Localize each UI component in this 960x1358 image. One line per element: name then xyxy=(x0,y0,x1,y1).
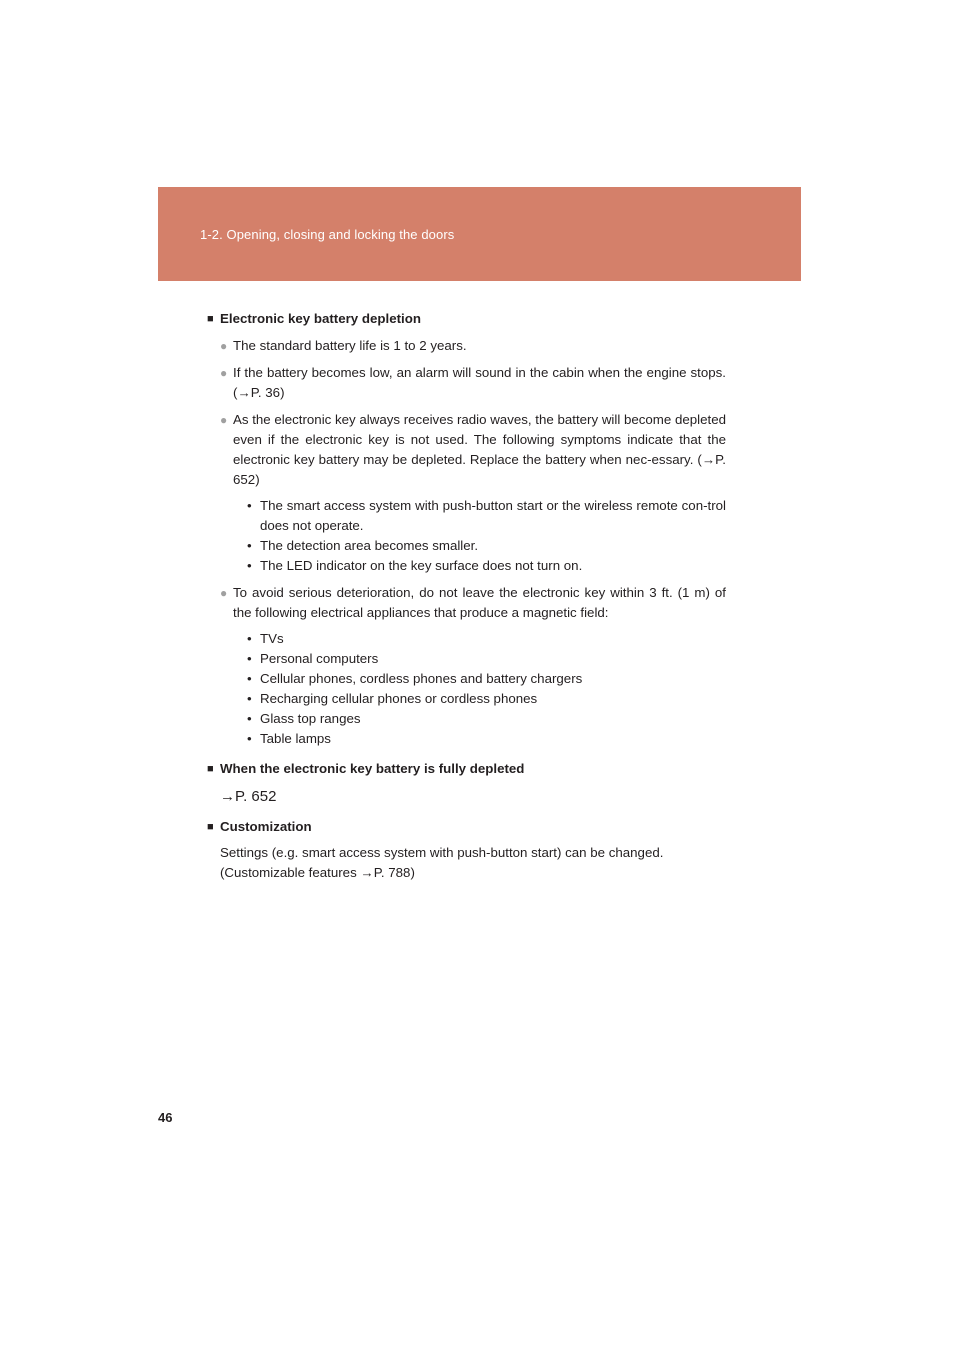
bullet-text-end: ) xyxy=(280,385,285,400)
sub-bullet-icon: • xyxy=(247,671,252,686)
list-item-text: The LED indicator on the key surface does not turn on. xyxy=(260,558,583,573)
list-item-text: Cellular phones, cordless phones and battery chargers xyxy=(260,671,583,686)
symptoms-list xyxy=(207,496,726,576)
list-item-text: Recharging cellular phones or cordless phones xyxy=(260,691,538,706)
list-item xyxy=(247,496,726,536)
list-item xyxy=(247,556,726,576)
bullet-dot-icon: ● xyxy=(220,413,228,427)
heading-customization xyxy=(207,817,726,837)
page-reference: →P. 652 xyxy=(220,788,277,805)
bullet-dot-icon: ● xyxy=(220,366,228,380)
sub-bullet-icon: • xyxy=(247,731,252,746)
heading-text: Customization xyxy=(220,819,312,834)
list-item xyxy=(247,649,726,669)
fully-depleted-reference xyxy=(207,787,726,807)
list-item xyxy=(247,669,726,689)
customization-line-1: Settings (e.g. smart access system with push-button start) can be changed. xyxy=(220,845,664,860)
bullet-text: If the battery becomes low, an alarm will sound in the cabin when the engine stops. ( xyxy=(233,365,726,400)
list-item-text: Glass top ranges xyxy=(260,711,361,726)
list-item-text: The smart access system with push-button start or the wireless remote con-trol does not operate. xyxy=(260,498,726,533)
list-item-text: TVs xyxy=(260,631,284,646)
list-item xyxy=(247,536,726,556)
heading-battery-depletion xyxy=(207,309,726,329)
section-header-bar xyxy=(158,187,801,281)
sub-bullet-icon: • xyxy=(247,538,252,553)
list-item-text: The detection area becomes smaller. xyxy=(260,538,479,553)
sub-bullet-icon: • xyxy=(247,711,252,726)
list-item-text: Personal computers xyxy=(260,651,379,666)
line-text: (Customizable features xyxy=(220,865,361,880)
heading-text: Electronic key battery depletion xyxy=(220,311,421,326)
page-reference: →P. 36 xyxy=(237,385,281,400)
square-marker-icon: ■ xyxy=(207,763,214,775)
list-item xyxy=(247,709,726,729)
bullet-dot-icon: ● xyxy=(220,339,228,353)
heading-fully-depleted xyxy=(207,759,726,779)
bullet-text-end: ) xyxy=(255,472,260,487)
list-item xyxy=(247,629,726,649)
square-marker-icon: ■ xyxy=(207,821,214,833)
appliances-list xyxy=(207,629,726,749)
bullet-battery-life xyxy=(207,336,726,356)
list-item-text: Table lamps xyxy=(260,731,331,746)
bullet-dot-icon: ● xyxy=(220,586,228,600)
page-content xyxy=(207,309,726,883)
sub-bullet-icon: • xyxy=(247,651,252,666)
bullet-text: As the electronic key always receives radio waves, the battery will become depleted even if the electronic key is not used. The following symptoms indicate that the electronic key battery may be depleted. Replace the battery when nec-essary. ( xyxy=(233,412,726,467)
page-reference: →P. 788 xyxy=(360,865,411,880)
page-reference: →P. 652 xyxy=(233,452,726,487)
page-number: 46 xyxy=(158,1110,173,1125)
bullet-low-battery-alarm xyxy=(207,363,726,403)
bullet-text: The standard battery life is 1 to 2 years. xyxy=(233,338,467,353)
bullet-magnetic-field xyxy=(207,583,726,623)
customization-line-2 xyxy=(220,863,726,883)
sub-bullet-icon: • xyxy=(247,498,252,513)
customization-text xyxy=(207,843,726,883)
bullet-text: To avoid serious deterioration, do not leave the electronic key within 3 ft. (1 m) of the following electrical appliances that produce a magnetic field: xyxy=(233,585,726,620)
sub-bullet-icon: • xyxy=(247,631,252,646)
list-item xyxy=(247,729,726,749)
line-text-end: ) xyxy=(410,865,415,880)
sub-bullet-icon: • xyxy=(247,558,252,573)
heading-text: When the electronic key battery is fully depleted xyxy=(220,761,525,776)
bullet-radio-waves xyxy=(207,410,726,490)
list-item xyxy=(247,689,726,709)
sub-bullet-icon: • xyxy=(247,691,252,706)
square-marker-icon: ■ xyxy=(207,313,214,325)
section-title: 1-2. Opening, closing and locking the doors xyxy=(200,227,455,242)
